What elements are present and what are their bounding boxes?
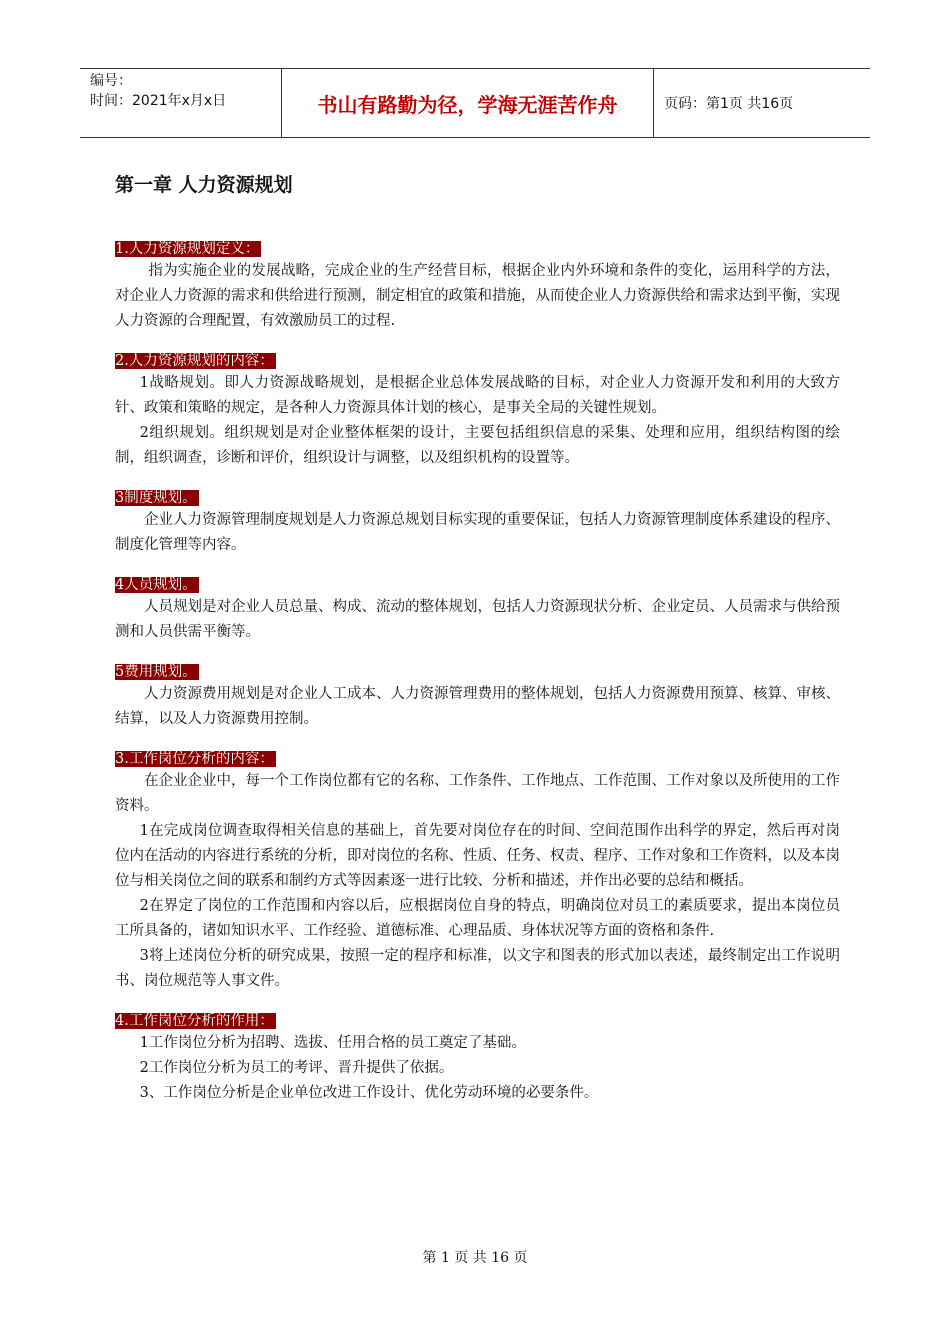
section-heading: [115, 575, 840, 595]
paragraph: 2工作岗位分析为员工的考评、晋升提供了依据。: [139, 1060, 454, 1076]
document-header: [80, 68, 870, 138]
section-heading: [115, 749, 840, 769]
section-heading-label: 4.工作岗位分析的作用：: [115, 1013, 274, 1029]
paragraph: 指为实施企业的发展战略，完成企业的生产经营目标，根据企业内外环境和条件的变化，运用科学的方法，对企业人力资源的需求和供给进行预测，制定相宜的政策和措施，从而使企业人力资源供给和需求达到平衡，实现人力资源的合理配置，有效激励员工的过程.: [115, 263, 840, 329]
section-heading: [115, 351, 840, 371]
section-heading-label: 1.人力资源规划定义：: [115, 241, 260, 257]
section-heading: [115, 1011, 840, 1031]
paragraph: 在企业企业中，每一个工作岗位都有它的名称、工作条件、工作地点、工作范围、工作对象以及所使用的工作资料。: [115, 773, 840, 814]
section-heading-label: 3制度规划。: [115, 490, 197, 506]
paragraph: 人员规划是对企业人员总量、构成、流动的整体规划，包括人力资源现状分析、企业定员、人员需求与供给预测和人员供需平衡等。: [115, 599, 840, 640]
paragraph: 3、工作岗位分析是企业单位改进工作设计、优化劳动环境的必要条件。: [139, 1085, 599, 1101]
paragraph: 3将上述岗位分析的研究成果，按照一定的程序和标准，以文字和图表的形式加以表述，最终制定出工作说明书、岗位规范等人事文件。: [115, 948, 840, 989]
page-footer: 第 1 页 共 16 页: [422, 1250, 528, 1266]
paragraph: 1战略规划。即人力资源战略规划，是根据企业总体发展战略的目标，对企业人力资源开发和利用的大致方针、政策和策略的规定，是各种人力资源具体计划的核心，是事关全局的关键性规划。: [115, 375, 840, 416]
code-label: 编号：: [90, 73, 132, 89]
document-body: [115, 170, 840, 1106]
paragraph: 1在完成岗位调查取得相关信息的基础上，首先要对岗位存在的时间、空间范围作出科学的界定，然后再对岗位内在活动的内容进行系统的分析，即对岗位的名称、性质、任务、权责、程序、工作对象和工作资料，以及本岗位与相关岗位之间的联系和制约方式等因素逐一进行比较、分析和描述，并作出必要的总结和概括。: [115, 823, 840, 889]
section-heading-label: 3.工作岗位分析的内容：: [115, 751, 274, 767]
date-line: 时间：2021年x月x日: [90, 93, 227, 109]
header-motto: 书山有路勤为径，学海无涯苦作舟: [282, 69, 654, 137]
section-heading-label: 2.人力资源规划的内容：: [115, 353, 274, 369]
section-heading-label: 4人员规划。: [115, 577, 197, 593]
header-meta: [80, 69, 282, 137]
section-heading: [115, 239, 840, 259]
chapter-title: 第一章 人力资源规划: [115, 174, 293, 196]
section-heading: [115, 488, 840, 508]
paragraph: 企业人力资源管理制度规划是人力资源总规划目标实现的重要保证，包括人力资源管理制度体系建设的程序、制度化管理等内容。: [115, 512, 840, 553]
paragraph: 1工作岗位分析为招聘、选拔、任用合格的员工奠定了基础。: [139, 1035, 526, 1051]
header-page-info: 页码：第1页 共16页: [664, 96, 794, 112]
section-heading-label: 5费用规划。: [115, 664, 197, 680]
section-heading: [115, 662, 840, 682]
paragraph: 2在界定了岗位的工作范围和内容以后，应根据岗位自身的特点，明确岗位对员工的素质要求，提出本岗位员工所具备的，诸如知识水平、工作经验、道德标准、心理品质、身体状况等方面的资格和条件.: [115, 898, 840, 939]
paragraph: 人力资源费用规划是对企业人工成本、人力资源管理费用的整体规划，包括人力资源费用预算、核算、审核、结算，以及人力资源费用控制。: [115, 686, 840, 727]
paragraph: 2组织规划。组织规划是对企业整体框架的设计，主要包括组织信息的采集、处理和应用，组织结构图的绘制，组织调查，诊断和评价，组织设计与调整，以及组织机构的设置等。: [115, 425, 840, 466]
